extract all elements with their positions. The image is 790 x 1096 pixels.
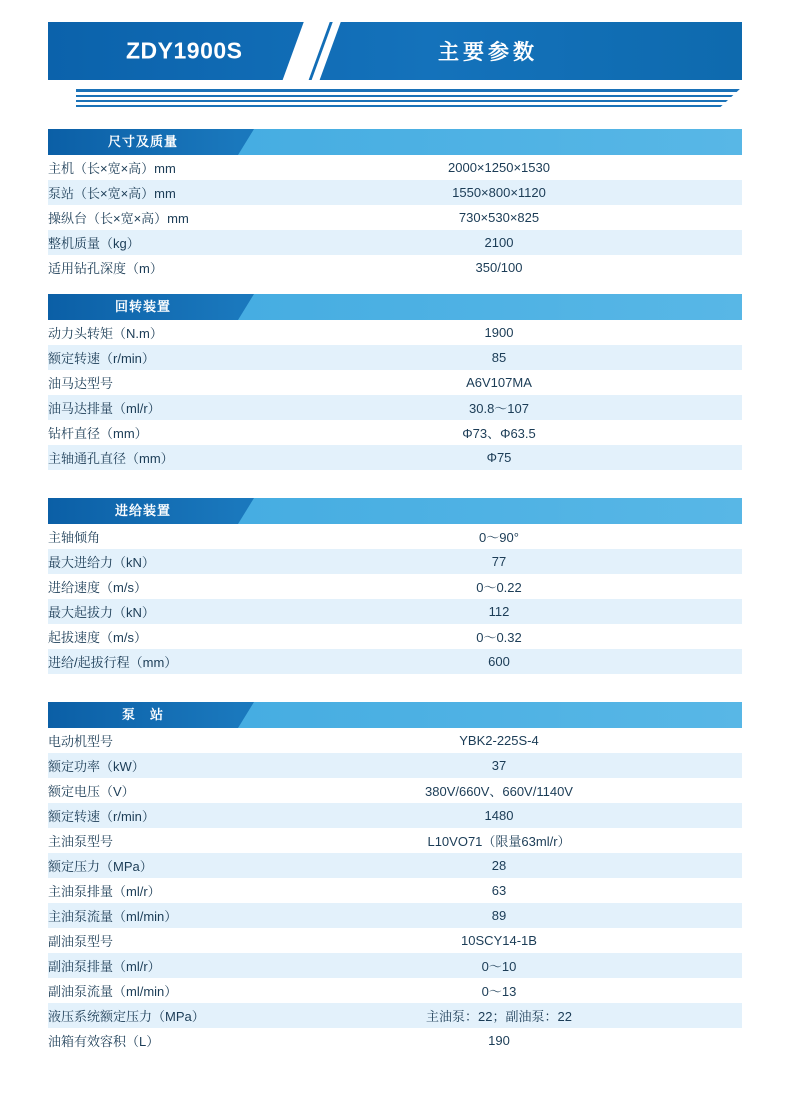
row-value: 1480 <box>256 803 742 828</box>
row-label: 额定电压（V） <box>48 778 256 803</box>
row-value: 112 <box>256 599 742 624</box>
table-row <box>48 928 742 953</box>
row-value: 2100 <box>256 230 742 255</box>
row-value: 主油泵：22；副油泵：22 <box>256 1003 742 1028</box>
table-row <box>48 803 742 828</box>
row-value: 37 <box>256 753 742 778</box>
row-label: 主轴倾角 <box>48 524 256 549</box>
row-value: A6V107MA <box>256 370 742 395</box>
page-header <box>48 22 742 80</box>
row-label: 副油泵型号 <box>48 928 256 953</box>
table-row <box>48 903 742 928</box>
row-label: 动力头转矩（N.m） <box>48 320 256 345</box>
row-label: 电动机型号 <box>48 728 256 753</box>
table-row <box>48 180 742 205</box>
table-row <box>48 574 742 599</box>
row-label: 额定压力（MPa） <box>48 853 256 878</box>
row-value: 380V/660V、660V/1140V <box>256 778 742 803</box>
row-value: 1900 <box>256 320 742 345</box>
row-value: 28 <box>256 853 742 878</box>
table-row <box>48 155 742 180</box>
table-row <box>48 1003 742 1028</box>
table-row <box>48 624 742 649</box>
row-value: 2000×1250×1530 <box>256 155 742 180</box>
row-label: 整机质量（kg） <box>48 230 256 255</box>
table-row <box>48 205 742 230</box>
table-row <box>48 1028 742 1053</box>
row-label: 额定功率（kW） <box>48 753 256 778</box>
table-row <box>48 524 742 549</box>
spec-table <box>48 728 742 1053</box>
row-value: 89 <box>256 903 742 928</box>
rule-line <box>48 105 742 107</box>
section-tab-tail <box>238 702 254 728</box>
section-header <box>48 498 742 524</box>
row-value: 730×530×825 <box>256 205 742 230</box>
row-value: 30.8～107 <box>256 395 742 420</box>
row-label: 额定转速（r/min） <box>48 803 256 828</box>
page-title: 主要参数 <box>438 41 538 64</box>
table-row <box>48 878 742 903</box>
row-value: 10SCY14-1B <box>256 928 742 953</box>
row-label: 副油泵流量（ml/min） <box>48 978 256 1003</box>
table-row <box>48 549 742 574</box>
row-value: 85 <box>256 345 742 370</box>
row-value: 0～0.22 <box>256 574 742 599</box>
row-label: 最大起拔力（kN） <box>48 599 256 624</box>
section-tab-tail <box>238 498 254 524</box>
section-pump-station <box>48 702 742 1053</box>
section-dimensions <box>48 129 742 280</box>
table-row <box>48 345 742 370</box>
table-row <box>48 445 742 470</box>
row-label: 主油泵型号 <box>48 828 256 853</box>
section-header <box>48 702 742 728</box>
table-row <box>48 853 742 878</box>
row-label: 额定转速（r/min） <box>48 345 256 370</box>
section-title: 泵 站 <box>121 707 164 722</box>
spec-table <box>48 524 742 674</box>
row-label: 液压系统额定压力（MPa） <box>48 1003 256 1028</box>
section-header <box>48 294 742 320</box>
row-value: 600 <box>256 649 742 674</box>
section-tab-tail <box>238 294 254 320</box>
row-label: 最大进给力（kN） <box>48 549 256 574</box>
table-row <box>48 828 742 853</box>
row-label: 主机（长×宽×高）mm <box>48 155 256 180</box>
table-row <box>48 599 742 624</box>
rule-line <box>48 100 742 102</box>
table-row <box>48 420 742 445</box>
row-label: 泵站（长×宽×高）mm <box>48 180 256 205</box>
section-tab-tail <box>238 129 254 155</box>
table-row <box>48 255 742 280</box>
section-title: 回转装置 <box>114 299 171 314</box>
row-label: 主轴通孔直径（mm） <box>48 445 256 470</box>
row-value: 0～0.32 <box>256 624 742 649</box>
row-label: 主油泵排量（ml/r） <box>48 878 256 903</box>
row-value: Φ75 <box>256 445 742 470</box>
section-header <box>48 129 742 155</box>
table-row <box>48 728 742 753</box>
table-row <box>48 978 742 1003</box>
spec-sheet-page <box>0 22 790 1096</box>
row-value: 63 <box>256 878 742 903</box>
spec-table <box>48 320 742 470</box>
row-label: 油马达型号 <box>48 370 256 395</box>
section-feed-unit <box>48 498 742 674</box>
row-label: 进给速度（m/s） <box>48 574 256 599</box>
table-row <box>48 953 742 978</box>
header-rule-decoration <box>48 89 742 115</box>
product-model: ZDY1900S <box>126 37 243 64</box>
section-title: 尺寸及质量 <box>107 134 178 149</box>
section-title: 进给装置 <box>114 503 171 518</box>
table-row <box>48 230 742 255</box>
table-row <box>48 649 742 674</box>
row-label: 进给/起拔行程（mm） <box>48 649 256 674</box>
row-value: 190 <box>256 1028 742 1053</box>
section-rotation-unit <box>48 294 742 470</box>
row-label: 操纵台（长×宽×高）mm <box>48 205 256 230</box>
row-label: 油马达排量（ml/r） <box>48 395 256 420</box>
table-row <box>48 753 742 778</box>
row-label: 主油泵流量（ml/min） <box>48 903 256 928</box>
row-value: 0～10 <box>256 953 742 978</box>
spec-table <box>48 155 742 280</box>
table-row <box>48 370 742 395</box>
table-row <box>48 778 742 803</box>
row-label: 油箱有效容积（L） <box>48 1028 256 1053</box>
row-value: Φ73、Φ63.5 <box>256 420 742 445</box>
row-value: 350/100 <box>256 255 742 280</box>
row-label: 起拔速度（m/s） <box>48 624 256 649</box>
row-label: 副油泵排量（ml/r） <box>48 953 256 978</box>
rule-line <box>48 95 742 97</box>
row-value: 0～13 <box>256 978 742 1003</box>
row-value: 1550×800×1120 <box>256 180 742 205</box>
table-row <box>48 395 742 420</box>
table-row <box>48 320 742 345</box>
row-label: 钻杆直径（mm） <box>48 420 256 445</box>
rule-line <box>48 89 742 92</box>
row-value: L10VO71（限量63ml/r） <box>256 828 742 853</box>
row-label: 适用钻孔深度（m） <box>48 255 256 280</box>
row-value: 77 <box>256 549 742 574</box>
row-value: 0～90° <box>256 524 742 549</box>
row-value: YBK2-225S-4 <box>256 728 742 753</box>
